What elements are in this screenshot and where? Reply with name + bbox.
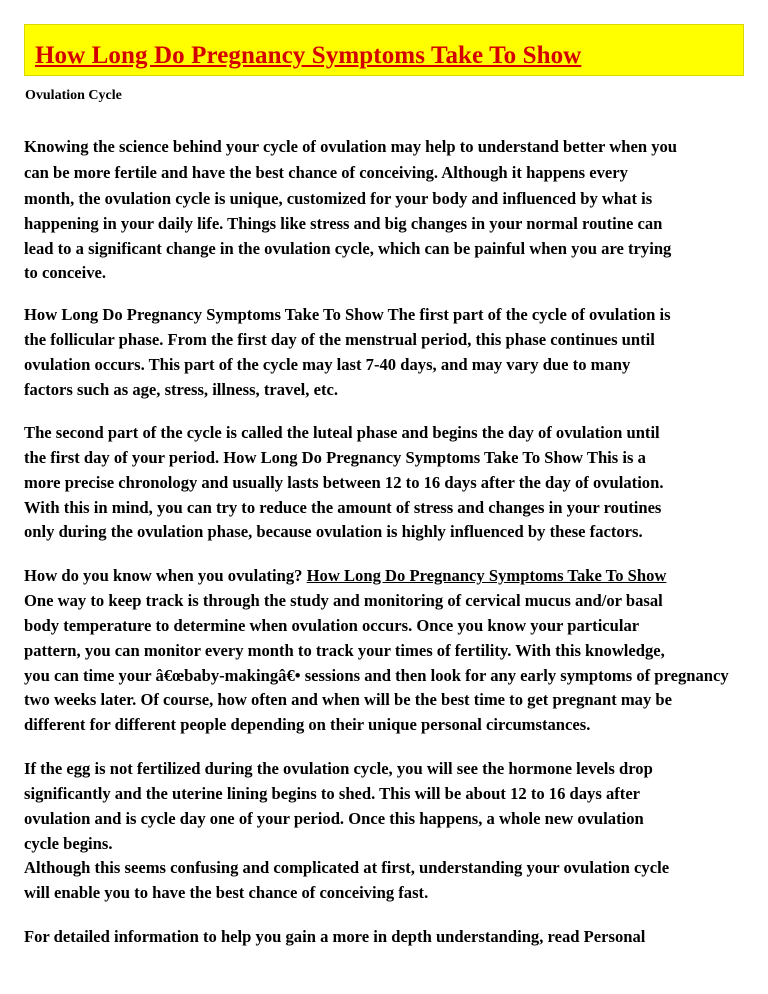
text-line: For detailed information to help you gain a more in depth understanding, read Personal	[24, 927, 646, 946]
text-line: body temperature to determine when ovulation occurs. Once you know your particular	[24, 616, 640, 635]
text-line: pattern, you can monitor every month to track your times of fertility. With this knowledge,	[24, 641, 665, 660]
text-line: to conceive.	[24, 263, 107, 282]
text-line: can be more fertile and have the best chance of conceiving. Although it happens every	[24, 163, 628, 182]
text-line: more precise chronology and usually lasts between 12 to 16 days after the day of ovulation.	[24, 473, 664, 492]
text-line: cycle begins.	[24, 834, 113, 853]
text-line: ovulation occurs. This part of the cycle may last 7-40 days, and may vary due to many	[24, 355, 631, 374]
text-line: only during the ovulation phase, because ovulation is highly influenced by these factors.	[24, 522, 643, 541]
question-text: How do you know when you ovulating?	[24, 566, 307, 585]
text-line: One way to keep track is through the study and monitoring of cervical mucus and/or basal	[24, 591, 663, 610]
title-link[interactable]: How Long Do Pregnancy Symptoms Take To Show	[306, 566, 667, 585]
page-title[interactable]: How Long Do Pregnancy Symptoms Take To Show	[35, 42, 582, 69]
text-line: happening in your daily life. Things like stress and big changes in your normal routine can	[24, 214, 663, 233]
text-line: lead to a significant change in the ovulation cycle, which can be painful when you are trying	[24, 239, 672, 258]
subtitle: Ovulation Cycle	[25, 88, 122, 103]
text-line: significantly and the uterine lining begins to shed. This will be about 12 to 16 days after	[24, 784, 641, 803]
text-line: factors such as age, stress, illness, travel, etc.	[24, 380, 338, 399]
text-line: month, the ovulation cycle is unique, customized for your body and influenced by what is	[24, 189, 653, 208]
text-line: the first day of your period. How Long Do Pregnancy Symptoms Take To Show This is a	[24, 448, 646, 467]
text-line: Although this seems confusing and complicated at first, understanding your ovulation cycle	[24, 858, 670, 877]
text-line: different for different people depending on their unique personal circumstances.	[24, 715, 591, 734]
title-banner	[24, 24, 744, 76]
text-line: If the egg is not fertilized during the ovulation cycle, you will see the hormone levels drop	[24, 759, 653, 778]
text-line: With this in mind, you can try to reduce the amount of stress and changes in your routines	[24, 498, 662, 517]
text-line: How Long Do Pregnancy Symptoms Take To Show The first part of the cycle of ovulation is	[24, 305, 671, 324]
text-line: the follicular phase. From the first day of the menstrual period, this phase continues until	[24, 330, 655, 349]
text-line: Knowing the science behind your cycle of ovulation may help to understand better when you	[24, 137, 678, 156]
text-line: will enable you to have the best chance of conceiving fast.	[24, 883, 429, 902]
text-line: The second part of the cycle is called the luteal phase and begins the day of ovulation until	[24, 423, 660, 442]
text-line: you can time your â€œbaby-makingâ€• sessions and then look for any early symptoms of pregnancy	[24, 666, 729, 685]
text-line	[24, 566, 666, 585]
text-line: two weeks later. Of course, how often and when will be the best time to get pregnant may be	[24, 690, 673, 709]
text-line: ovulation and is cycle day one of your period. Once this happens, a whole new ovulation	[24, 809, 644, 828]
